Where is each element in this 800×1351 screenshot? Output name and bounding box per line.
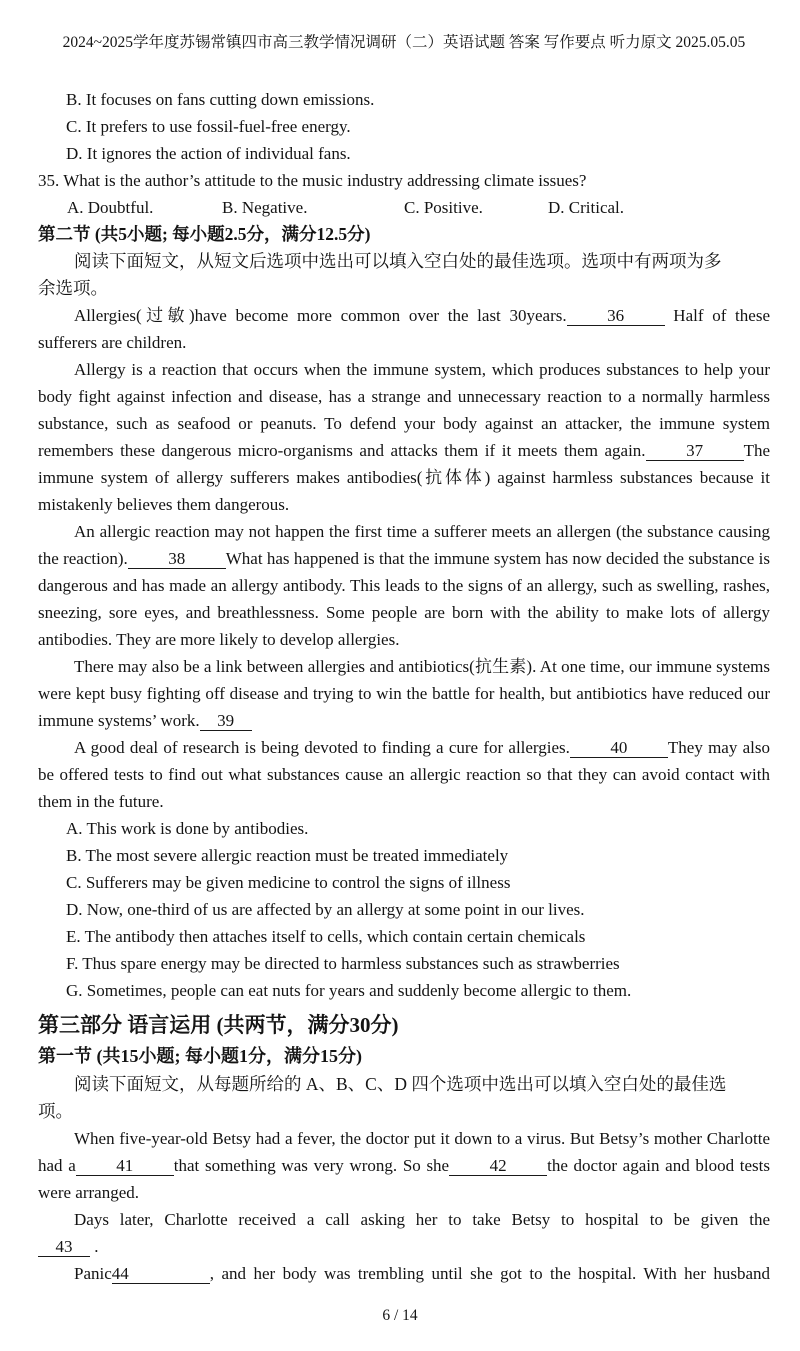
blank-44: 44 [112, 1264, 210, 1284]
blank-41: 41 [76, 1156, 174, 1176]
passage-paragraph-4: There may also be a link between allergies and antibiotics(抗生素). At one time, our immune systems were kept busy fighting off disease and trying to win the battle for health, but antibiotics have reduced our immune systems’ work. 39 [38, 657, 770, 730]
document-body [38, 86, 770, 1287]
option-35-c: C. It prefers to use fossil-fuel-free energy. [66, 117, 351, 136]
section-2-instructions: 阅读下面短文，从短文后选项中选出可以填入空白处的最佳选项。选项中有两项为多 余选项。 [38, 251, 722, 298]
option-35-b: B. It focuses on fans cutting down emissions. [66, 90, 375, 109]
gap-option-a: A. This work is done by antibodies. [66, 819, 309, 838]
cloze-paragraph-3: Panic44 , and her body was trembling until she got to the hospital. With her husband [74, 1264, 770, 1283]
passage-paragraph-5: A good deal of research is being devoted to finding a cure for allergies. 40 They may also be offered tests to find out what substances cause an allergic reaction so that they can avoid contact with them in the future. [38, 738, 770, 811]
gap-option-b: B. The most severe allergic reaction must be treated immediately [66, 846, 509, 865]
passage-paragraph-1: Allergies(过敏)have become more common over the last 30years. 36 Half of these sufferers are children. [38, 306, 770, 352]
gap-option-g: G. Sometimes, people can eat nuts for years and suddenly become allergic to them. [66, 981, 632, 1000]
page-number: 6 / 14 [382, 1307, 418, 1324]
choice-option: A. Doubtful. [67, 198, 154, 217]
question-35-choices [38, 194, 770, 221]
cloze-paragraph-2-line-1: Days later, Charlotte received a call asking her to take Betsy to hospital to be given the [74, 1210, 770, 1229]
blank-43: 43 [38, 1237, 90, 1257]
gap-option-d: D. Now, one-third of us are affected by an allergy at some point in our lives. [66, 900, 585, 919]
blank-37: 37 [646, 441, 744, 461]
gap-option-f: F. Thus spare energy may be directed to harmless substances such as strawberries [66, 954, 620, 973]
gap-option-e: E. The antibody then attaches itself to cells, which contain certain chemicals [66, 927, 586, 946]
blank-36: 36 [567, 306, 665, 326]
cloze-paragraph-2-line-2: 43 . [38, 1233, 770, 1260]
part-3-instructions: 阅读下面短文，从每题所给的 A、B、C、D 四个选项中选出可以填入空白处的最佳选 项。 [38, 1074, 727, 1121]
choice-option: B. Negative. [222, 198, 308, 217]
choice-option: D. Critical. [548, 198, 625, 217]
blank-40: 40 [570, 738, 668, 758]
passage-paragraph-2: Allergy is a reaction that occurs when the immune system, which produces substances to help your body fight against infection and disease, has a strange and unnecessary reaction to a normally harmless substance, such as seafood or peanuts. To defend your body against an attacker, the immune system remembers these dangerous micro-organisms and attacks them if it meets them again. 37 The immune system of allergy sufferers makes antibodies(抗体体) against harmless substances because it mistakenly believes them dangerous. [38, 360, 770, 514]
blank-42: 42 [449, 1156, 547, 1176]
blank-39: 39 [200, 711, 252, 731]
gap-option-c: C. Sufferers may be given medicine to control the signs of illness [66, 873, 511, 892]
part-3-section-1-heading: 第一节 (共15小题; 每小题1分，满分15分) [38, 1046, 362, 1066]
choice-option: C. Positive. [404, 198, 483, 217]
option-35-d: D. It ignores the action of individual fans. [66, 144, 351, 163]
blank-38: 38 [128, 549, 226, 569]
cloze-paragraph-1: When five-year-old Betsy had a fever, the doctor put it down to a virus. But Betsy’s mother Charlotte had a 41 that something was very wrong. So she 42 the doctor again and blood tests were arranged. [38, 1129, 770, 1202]
page-header-title: 2024~2025学年度苏锡常镇四市高三教学情况调研（二）英语试题 答案 写作要点 听力原文 2025.05.05 [62, 34, 746, 51]
question-35: 35. What is the author’s attitude to the music industry addressing climate issues? [38, 171, 587, 190]
part-3-heading: 第三部分 语言运用 (共两节，满分30分) [38, 1013, 399, 1037]
section-2-heading: 第二节 (共5小题; 每小题2.5分，满分12.5分) [38, 224, 371, 244]
passage-paragraph-3: An allergic reaction may not happen the first time a sufferer meets an allergen (the substance causing the reaction). 38 What has happened is that the immune system has now decided the substance is dangerous and has made an allergy antibody. This leads to the signs of an allergy, such as swelling, rashes, sneezing, sore eyes, and breathlessness. Some people are born with the ability to make lots of allergy antibodies. They are more likely to develop allergies. [38, 522, 770, 649]
